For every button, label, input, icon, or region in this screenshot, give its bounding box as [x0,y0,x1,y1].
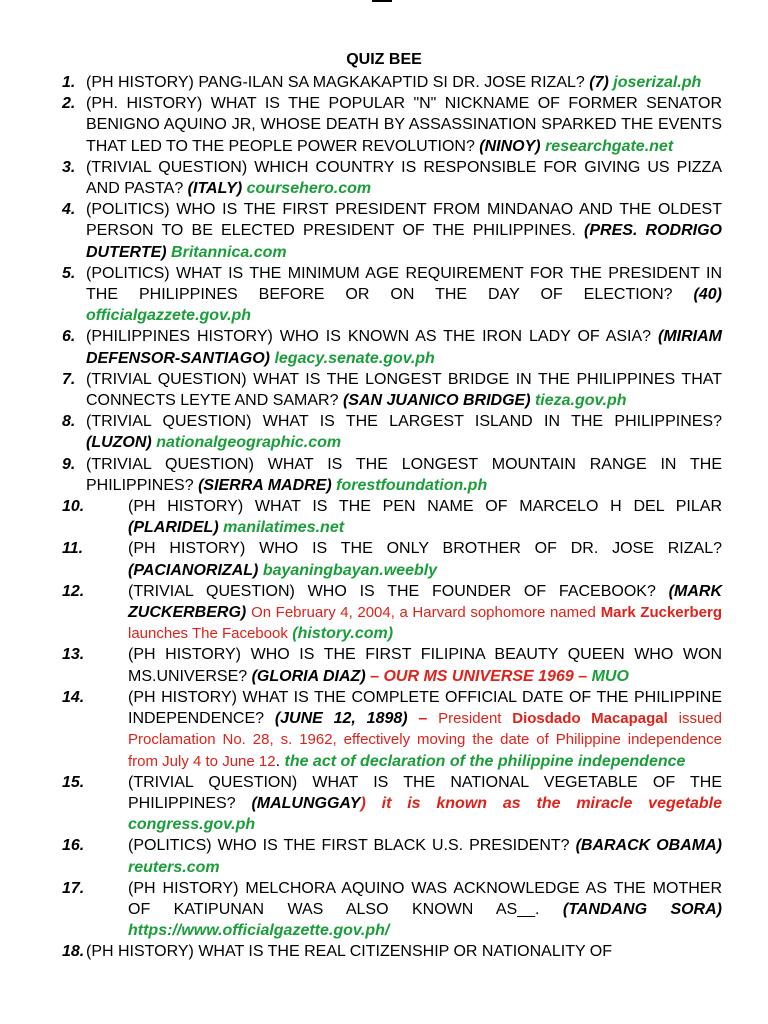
quiz-item [62,411,722,453]
note-highlight: Diosdado Macapagal [512,710,668,728]
question-text: (PH HISTORY) WHAT IS THE COMPLETE OFFICIAL DATE OF THE PHILIPPINE INDEPENDENCE? [128,688,722,728]
item-number: 16. [62,837,85,855]
question-text: (POLITICS) WHO IS THE FIRST PRESIDENT FROM MINDANAO AND THE OLDEST PERSON TO BE ELECTED PRESIDENT OF THE PHILIPPINES. [86,201,722,240]
quiz-item [62,369,722,411]
question-text: (PH HISTORY) WHO IS THE ONLY BROTHER OF DR. JOSE RIZAL? [128,540,722,558]
answer-text: (NINOY) [479,137,541,155]
answer-text: (7) [589,74,609,91]
extra-text: ) it is known as the miracle vegetable [360,794,722,812]
quiz-list [62,72,722,963]
answer-text: (BARACK OBAMA) [575,837,722,855]
question-text: (TRIVIAL QUESTION) WHO IS THE FOUNDER OF FACEBOOK? [128,582,656,600]
question-text: (PH HISTORY) WHO IS THE FIRST FILIPINA BEAUTY QUEEN WHO WON MS.UNIVERSE? [128,646,722,685]
question-text: (PH HISTORY) WHAT IS THE REAL CITIZENSHIP OR NATIONALITY OF [86,943,613,961]
source-text: tieza.gov.ph [534,392,627,410]
source-text: legacy.senate.gov.ph [274,349,435,367]
quiz-item [62,581,722,645]
source-text: bayaningbayan.weebly [262,561,438,579]
dash: – [418,710,428,728]
source-text: https://www.officialgazette.gov.ph/ [128,922,390,940]
item-number: 7. [62,370,76,388]
answer-text: (ITALY) [187,180,243,198]
quiz-item [62,157,722,199]
source-text: Britannica.com [171,243,287,261]
top-mark [372,0,392,2]
question-text: (PH HISTORY) MELCHORA AQUINO WAS ACKNOWLEDGE AS THE MOTHER OF KATIPUNAN WAS ALSO KNOWN AS__. [128,879,722,918]
question-text: (PH. HISTORY) WHAT IS THE POPULAR "N" NICKNAME OF FORMER SENATOR BENIGNO AQUINO JR, WHOSE DEATH BY ASSASSINATION SPARKED THE EVENTS THAT LED TO THE PEOPLE POWER REVOLUTION? [86,95,722,155]
answer-text: (40) [693,286,722,304]
source-text: nationalgeographic.com [156,434,342,452]
answer-text: (PLARIDEL) [128,519,219,537]
item-number: 13. [62,646,85,664]
item-number: 3. [62,158,76,176]
question-text: (TRIVIAL QUESTION) WHAT IS THE LONGEST BRIDGE IN THE PHILIPPINES THAT CONNECTS LEYTE AND SAMAR? [86,370,722,410]
quiz-item [62,941,722,962]
item-number: 15. [62,773,85,791]
note-text: President [438,710,502,728]
question-text: (TRIVIAL QUESTION) WHAT IS THE NATIONAL VEGETABLE OF THE PHILIPPINES? [128,773,722,812]
source-text: joserizal.ph [613,74,702,91]
question-text: (PHILIPPINES HISTORY) WHO IS KNOWN AS THE IRON LADY OF ASIA? [86,328,652,346]
item-number: 10. [62,498,85,516]
item-number: 9. [62,455,76,473]
note-text: launches The Facebook [128,625,288,643]
answer-text: (SAN JUANICO BRIDGE) [342,392,531,410]
item-number: 17. [62,879,85,897]
source-text: reuters.com [128,858,220,876]
answer-text: (GLORIA DIAZ) [251,667,366,685]
dash: – [370,667,380,685]
answer-text: (MIRIAM DEFENSOR-SANTIAGO) [86,328,722,367]
source-text: coursehero.com [246,180,372,198]
quiz-item [62,93,722,157]
item-number: 4. [62,201,76,219]
quiz-item [62,538,722,580]
item-number: 8. [62,413,76,431]
item-number: 11. [62,540,84,558]
source-text: forestfoundation.ph [336,476,488,494]
source-text: MUO [591,667,629,685]
quiz-item [62,772,722,836]
question-text: (TRIVIAL QUESTION) WHAT IS THE LONGEST MOUNTAIN RANGE IN THE PHILIPPINES? [86,455,722,494]
answer-text: (JUNE 12, 1898) [274,710,408,728]
source-text: officialgazzete.gov.ph [86,307,252,325]
question-text: (POLITICS) WHAT IS THE MINIMUM AGE REQUIREMENT FOR THE PRESIDENT IN THE PHILIPPINES BEFORE OR ON THE DAY OF ELECTION? [86,264,722,304]
quiz-item [62,496,722,538]
source-text: researchgate.net [545,137,674,155]
question-text: (TRIVIAL QUESTION) WHICH COUNTRY IS RESPONSIBLE FOR GIVING US PIZZA AND PASTA? [86,158,722,198]
source-text: manilatimes.net [223,519,345,537]
quiz-item [62,878,722,942]
quiz-item [62,199,722,263]
quiz-item [62,835,722,877]
item-number: 14. [62,688,85,706]
answer-text: (TANDANG SORA) [562,900,722,918]
answer-text: (MALUNGGAY [251,794,361,812]
answer-text: (PACIANORIZAL) [128,561,259,579]
quiz-item [62,263,722,327]
question-text: (POLITICS) WHO IS THE FIRST BLACK U.S. PRESIDENT? [128,837,570,855]
answer-text: (PRES. RODRIGO DUTERTE) [86,222,723,261]
question-text: (PH HISTORY) WHAT IS THE PEN NAME OF MARCELO H DEL PILAR [128,498,722,516]
item-number: 12. [62,582,85,600]
dash: – [578,667,588,685]
question-text: (PH HISTORY) PANG-ILAN SA MAGKAKAPTID SI DR. JOSE RIZAL? [86,74,585,91]
answer-text: (LUZON) [86,434,152,452]
answer-text: (SIERRA MADRE) [198,476,332,494]
question-text: (TRIVIAL QUESTION) WHAT IS THE LARGEST ISLAND IN THE PHILIPPINES? [86,413,722,431]
item-number: 5. [62,264,76,282]
answer-text: (MARK ZUCKERBERG) [128,582,722,622]
source-text: (history.com) [292,625,394,643]
item-number: 18. [62,943,85,961]
source-text: the act of declaration of the philippine independence [284,752,686,770]
quiz-item [62,72,722,93]
quiz-item [62,326,722,368]
quiz-item [62,644,722,686]
item-number: 2. [62,95,76,113]
note-text: On February 4, 2004, a Harvard sophomore named [251,604,596,622]
quiz-item: 14. (PH HISTORY) WHAT IS THE COMPLETE OFFICIAL DATE OF THE PHILIPPINE INDEPENDENCE? (JUNE 12, 1898) – President Diosdado Macapagal issued Proclamation No. 28, s. 1962, effectively moving the date of Philippine independence from July 4 to June 12. the act of declaration of the philippine independence [62,688,722,770]
note-highlight: Mark Zuckerberg [600,604,722,622]
note-text: issued Proclamation No. 28, s. 1962, effectively moving the date of Philippine independence from July 4 to June 12 [128,710,722,770]
item-number: 6. [62,328,76,346]
item-number: 1. [62,74,76,91]
page-title: QUIZ BEE [346,51,422,68]
quiz-item [62,454,722,496]
extra-text: OUR MS UNIVERSE 1969 [383,667,574,685]
source-text: congress.gov.ph [128,816,256,834]
